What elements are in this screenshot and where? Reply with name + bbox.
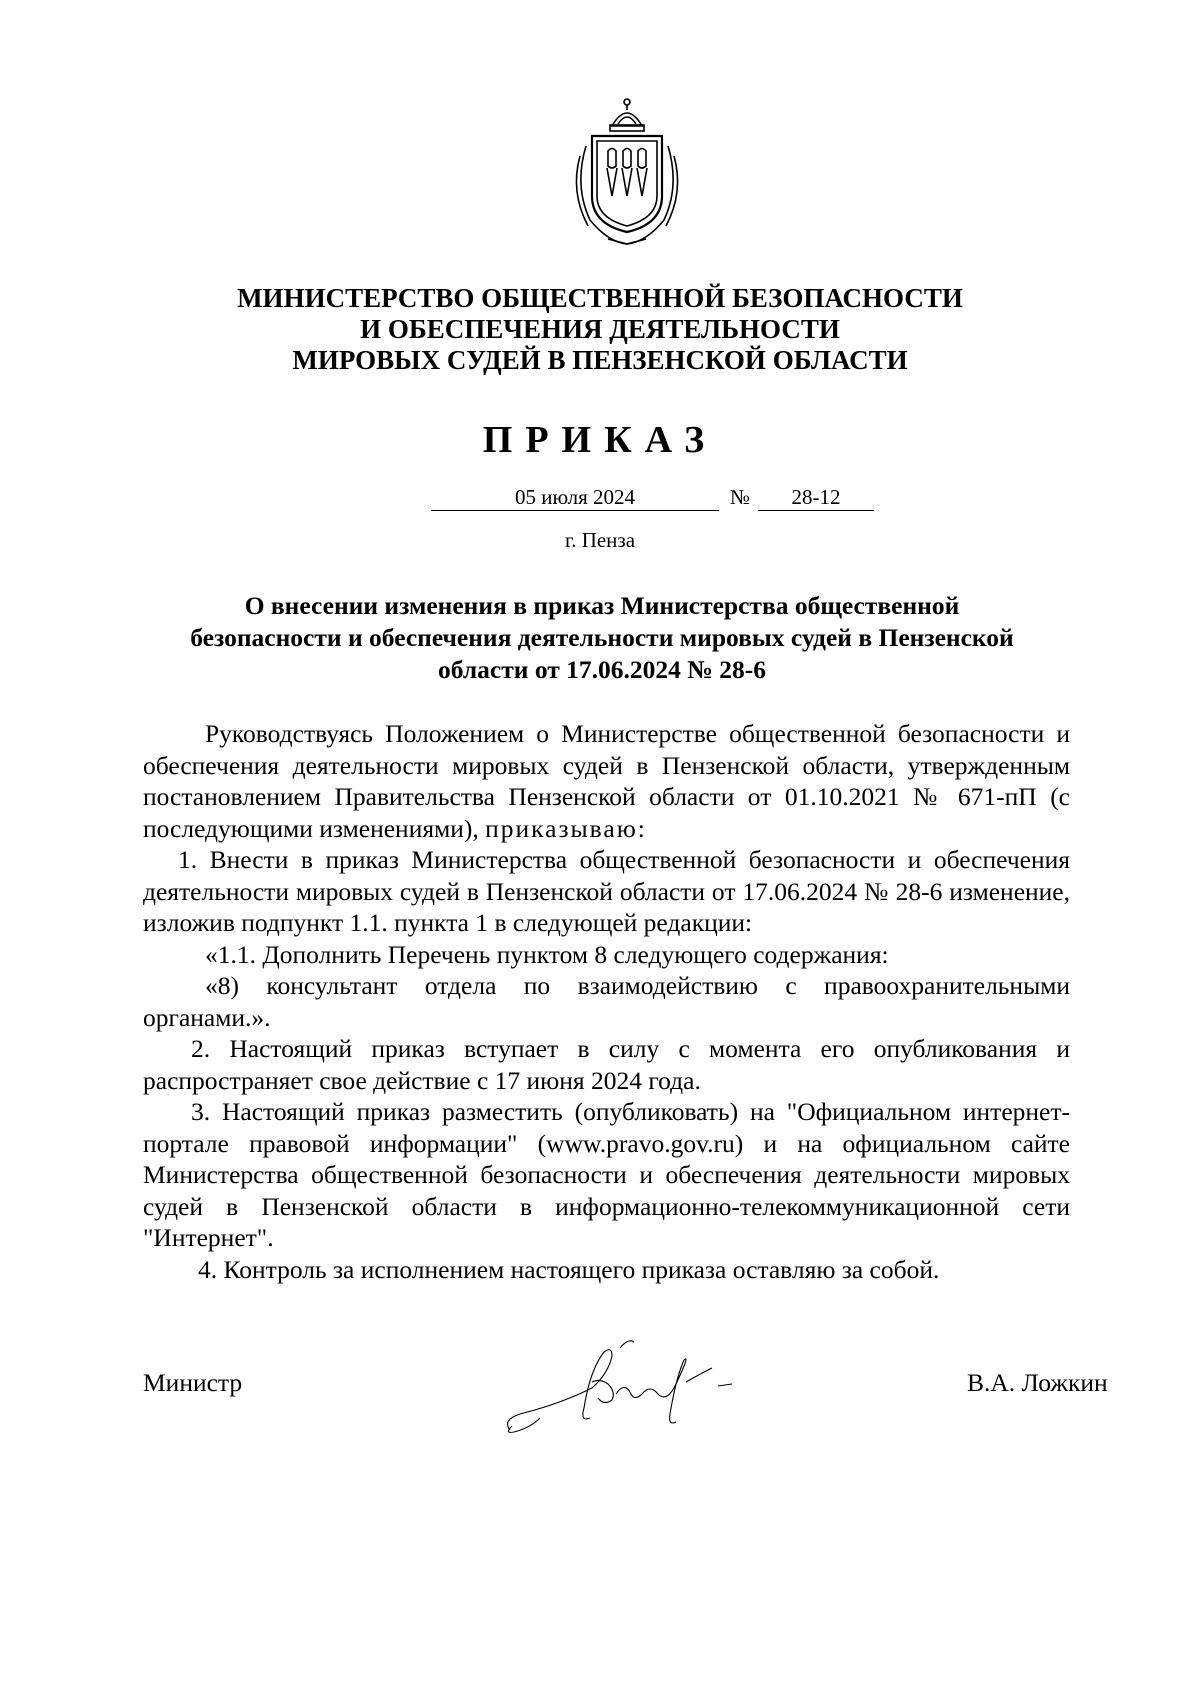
organization-line-3: МИРОВЫХ СУДЕЙ В ПЕНЗЕНСКОЙ ОБЛАСТИ	[292, 345, 908, 375]
signatory-name: В.А. Ложкин	[967, 1368, 1108, 1397]
order-number: 28-12	[758, 485, 874, 511]
item-1-paragraph: 1. Внести в приказ Министерства общественной безопасности и обеспечения деятельности мировых судей в Пензенской области от 17.06.2024 № 28-6 изменение, изложив подпункт 1.1. пункта 1 в следующей редакции:	[143, 845, 1070, 937]
organization-line-2: И ОБЕСПЕЧЕНИЯ ДЕЯТЕЛЬНОСТИ	[360, 314, 840, 344]
organization-name	[0, 283, 1200, 376]
organization-line-1: МИНИСТЕРСТВО ОБЩЕСТВЕННОЙ БЕЗОПАСНОСТИ	[237, 283, 963, 313]
order-date: 05 июля 2024	[431, 485, 719, 511]
signatory-position: Министр	[143, 1368, 243, 1397]
item-1-quote-line-a: «1.1. Дополнить Перечень пунктом 8 следующего содержания:	[205, 939, 889, 969]
order-subject	[140, 590, 1064, 686]
item-4-paragraph: 4. Контроль за исполнением настоящего приказа оставляю за собой.	[198, 1254, 940, 1284]
item-2-paragraph: 2. Настоящий приказ вступает в силу с момента его опубликования и распространяет свое действие с 17 июня 2024 года.	[143, 1034, 1070, 1095]
coat-of-arms-emblem	[568, 96, 686, 246]
item-1-quote-line-b: «8) консультант отдела по взаимодействию с правоохранительными органами.».	[143, 971, 1070, 1032]
subject-line-3: области от 17.06.2024 № 28-6	[437, 655, 766, 684]
subject-line-1: О внесении изменения в приказ Министерства общественной	[244, 591, 960, 620]
city: г. Пенза	[564, 528, 636, 552]
order-body	[143, 718, 1070, 1285]
orders-word: приказываю:	[485, 813, 647, 843]
document-type-title: ПРИКАЗ	[482, 419, 718, 461]
item-3-paragraph: 3. Настоящий приказ разместить (опубликовать) на "Официальном интернет-портале правовой информации" (www.pravo.gov.ru) и на официальном сайте Министерства общественной безопасности и обеспечения деятельности мировых судей в Пензенской области в информационно-телекоммуникационной сети "Интернет".	[143, 1097, 1070, 1252]
preamble-paragraph	[143, 718, 1070, 844]
number-sign: №	[730, 485, 751, 509]
preamble-text: Руководствуясь Положением о Министерстве общественной безопасности и обеспечения деятельности мировых судей в Пензенской области, утвержденным постановлением Правительства Пензенской области от 01.10.2021 № 671-пП (с последующими изменениями),	[143, 719, 1070, 843]
subject-line-2: безопасности и обеспечения деятельности мировых судей в Пензенской	[190, 623, 1014, 652]
handwritten-signature	[500, 1318, 760, 1448]
